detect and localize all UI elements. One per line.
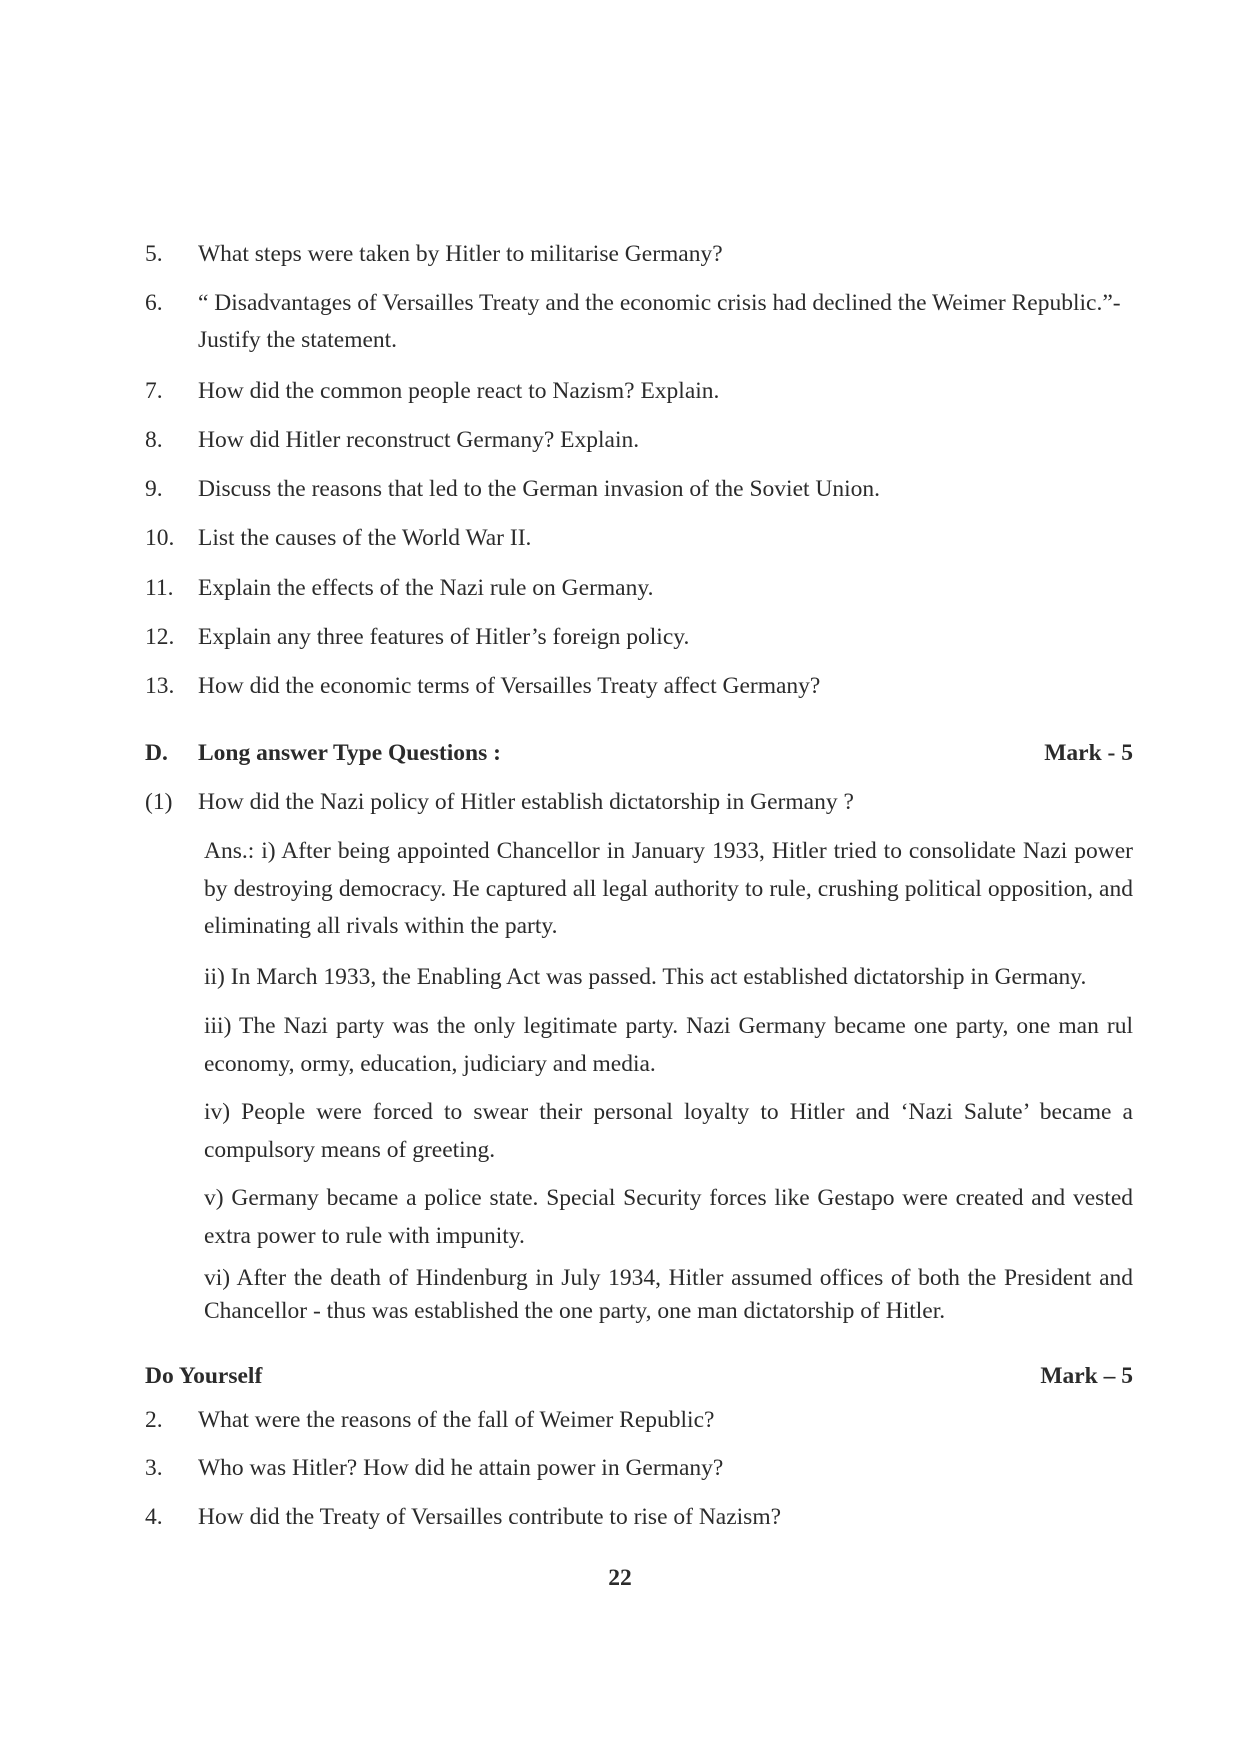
question-item [145, 236, 1135, 273]
answer-paragraph: v) Germany became a police state. Special Security forces like Gestapo were created and vested extra power to rule with impunity. [204, 1185, 1133, 1249]
do-yourself-question [145, 1499, 1135, 1536]
question-number: 4. [145, 1504, 163, 1530]
question-number: 8. [145, 427, 163, 453]
question-number: 5. [145, 241, 163, 267]
section-letter: D. [145, 740, 168, 766]
do-yourself-title: Do Yourself [145, 1363, 263, 1389]
question-text: How did Hitler reconstruct Germany? Explain. [198, 427, 640, 453]
question-text: How did the common people react to Nazism? Explain. [198, 378, 720, 404]
question-number: 6. [145, 290, 163, 316]
question-number: 10. [145, 525, 175, 551]
answer-paragraph: ii) In March 1933, the Enabling Act was passed. This act established dictatorship in Germany. [204, 964, 1087, 990]
question-text: What were the reasons of the fall of Weimer Republic? [198, 1407, 715, 1433]
question-item [145, 668, 1135, 705]
answer-paragraph: vi) After the death of Hindenburg in July 1934, Hitler assumed offices of both the President and Chancellor - thus was established the one party, one man dictatorship of Hitler. [204, 1265, 1133, 1324]
long-question-item [145, 784, 1135, 821]
answer-paragraph: Ans.: i) After being appointed Chancellor in January 1933, Hitler tried to consolidate Nazi power by destroying democracy. He captured all legal authority to rule, crushing political opposition, and eliminating all rivals within the party. [204, 838, 1133, 939]
question-text: “ Disadvantages of Versailles Treaty and the economic crisis had declined the Weimer Republic.”- Justify the statement. [198, 290, 1121, 353]
question-number: 7. [145, 378, 163, 404]
question-item [145, 471, 1135, 508]
do-yourself-mark: Mark – 5 [1040, 1363, 1133, 1389]
answer-paragraph: iv) People were forced to swear their personal loyalty to Hitler and ‘Nazi Salute’ became a compulsory means of greeting. [204, 1099, 1133, 1163]
question-item [145, 570, 1135, 607]
do-yourself-question [145, 1402, 1135, 1439]
question-item [145, 373, 1135, 410]
question-number: 12. [145, 624, 175, 650]
question-text: How did the Treaty of Versailles contribute to rise of Nazism? [198, 1504, 782, 1530]
question-text: Explain any three features of Hitler’s foreign policy. [198, 624, 690, 650]
question-number: 2. [145, 1407, 163, 1433]
question-text: Explain the effects of the Nazi rule on Germany. [198, 575, 654, 601]
question-text: How did the economic terms of Versailles Treaty affect Germany? [198, 673, 821, 699]
question-text: Discuss the reasons that led to the German invasion of the Soviet Union. [198, 476, 881, 502]
answer-paragraph: iii) The Nazi party was the only legitimate party. Nazi Germany became one party, one man rul economy, ormy, education, judiciary and media. [204, 1013, 1133, 1077]
question-number: 11. [145, 575, 174, 601]
question-number: 3. [145, 1455, 163, 1481]
page-number: 22 [608, 1565, 632, 1591]
question-text: How did the Nazi policy of Hitler establish dictatorship in Germany ? [198, 789, 854, 815]
question-item [145, 285, 1135, 359]
question-text: What steps were taken by Hitler to militarise Germany? [198, 241, 723, 267]
question-number: 13. [145, 673, 175, 699]
question-item [145, 422, 1135, 459]
question-item [145, 520, 1135, 557]
question-number: (1) [145, 789, 173, 815]
question-text: List the causes of the World War II. [198, 525, 532, 551]
section-title: Long answer Type Questions : [198, 740, 501, 766]
section-mark: Mark - 5 [1044, 740, 1133, 766]
question-text: Who was Hitler? How did he attain power in Germany? [198, 1455, 724, 1481]
question-item [145, 619, 1135, 656]
do-yourself-question [145, 1450, 1135, 1487]
question-number: 9. [145, 476, 163, 502]
